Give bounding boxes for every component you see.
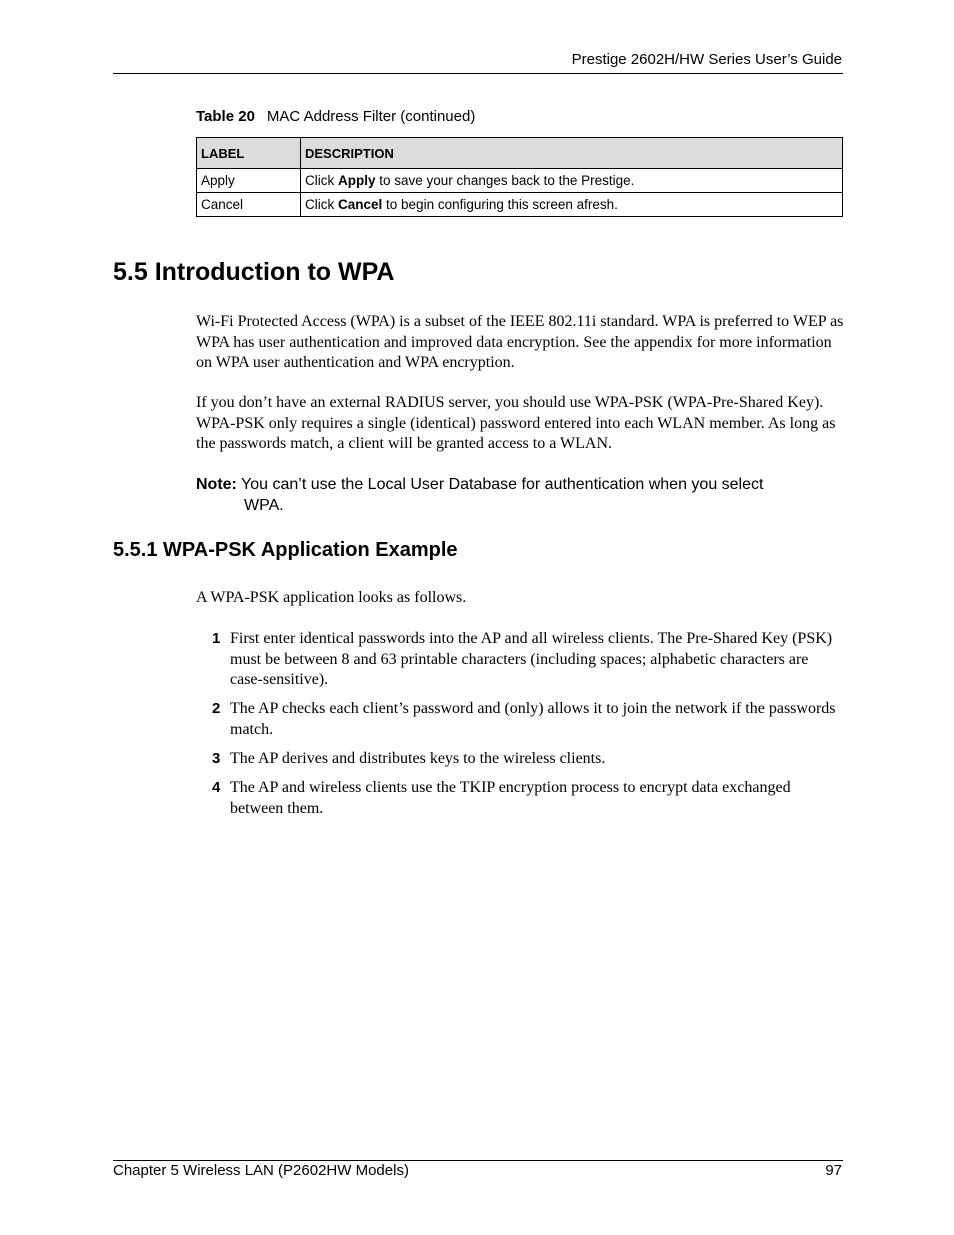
description-bold: Apply bbox=[338, 173, 376, 188]
step-number: 3 bbox=[212, 750, 221, 767]
table-caption-title: MAC Address Filter (continued) bbox=[266, 108, 476, 125]
intro-paragraph: A WPA-PSK application looks as follows. bbox=[196, 589, 467, 606]
description-text: to save your changes back to the Prestige. bbox=[375, 173, 635, 188]
body-paragraph: Wi-Fi Protected Access (WPA) is a subset of the IEEE 802.11i standard. WPA is preferred to WEP as WPA has user authentication and improved data encryption. See the appendix for more information on WPA user authentication and WPA encryption. bbox=[196, 313, 844, 371]
table-row bbox=[197, 193, 843, 217]
table-caption bbox=[196, 108, 475, 125]
list-item bbox=[196, 778, 844, 819]
footer-chapter: Chapter 5 Wireless LAN (P2602HW Models) bbox=[113, 1162, 409, 1179]
list-item bbox=[196, 629, 844, 691]
description-text: Click bbox=[305, 197, 338, 212]
step-text: First enter identical passwords into the AP and all wireless clients. The Pre-Shared Key (PSK) must be between 8 and 63 printable characters (including spaces; alphabetic characters are case-sensitive). bbox=[230, 630, 833, 688]
step-number: 4 bbox=[212, 779, 221, 796]
row-description bbox=[301, 169, 843, 193]
step-text: The AP and wireless clients use the TKIP encryption process to encrypt data exchanged between them. bbox=[230, 779, 791, 817]
table-caption-number: Table 20 bbox=[196, 108, 255, 125]
body-paragraph: If you don’t have an external RADIUS server, you should use WPA-PSK (WPA-Pre-Shared Key). WPA-PSK only requires a single (identical) password entered into each WLAN member. As long as the passwords match, a client will be granted access to a WLAN. bbox=[196, 394, 836, 452]
footer-rule bbox=[113, 1160, 843, 1161]
step-text: The AP checks each client’s password and (only) allows it to join the network if the passwords match. bbox=[230, 700, 836, 738]
section-heading: 5.5 Introduction to WPA bbox=[113, 258, 395, 286]
row-label: Apply bbox=[197, 169, 301, 193]
table-row bbox=[197, 169, 843, 193]
column-header-label: LABEL bbox=[197, 138, 301, 169]
running-header: Prestige 2602H/HW Series User’s Guide bbox=[571, 51, 842, 68]
note-label: Note: bbox=[196, 476, 237, 493]
subsection-heading: 5.5.1 WPA-PSK Application Example bbox=[113, 539, 458, 561]
note-block bbox=[196, 474, 836, 516]
table-header-row bbox=[197, 138, 843, 169]
note-text: You can’t use the Local User Database for authentication when you select bbox=[236, 476, 764, 493]
step-number: 1 bbox=[212, 630, 221, 647]
description-text: Click bbox=[305, 173, 338, 188]
list-item bbox=[196, 699, 844, 740]
note-line bbox=[196, 474, 836, 495]
header-rule bbox=[113, 73, 843, 74]
step-number: 2 bbox=[212, 700, 221, 717]
step-text: The AP derives and distributes keys to the wireless clients. bbox=[230, 750, 606, 767]
list-item bbox=[196, 749, 844, 770]
page-number: 97 bbox=[825, 1162, 842, 1179]
description-bold: Cancel bbox=[338, 197, 383, 212]
row-description bbox=[301, 193, 843, 217]
description-text: to begin configuring this screen afresh. bbox=[382, 197, 618, 212]
mac-address-filter-table bbox=[196, 137, 843, 217]
note-text-continued: WPA. bbox=[244, 497, 284, 514]
column-header-description: DESCRIPTION bbox=[301, 138, 843, 169]
row-label: Cancel bbox=[197, 193, 301, 217]
